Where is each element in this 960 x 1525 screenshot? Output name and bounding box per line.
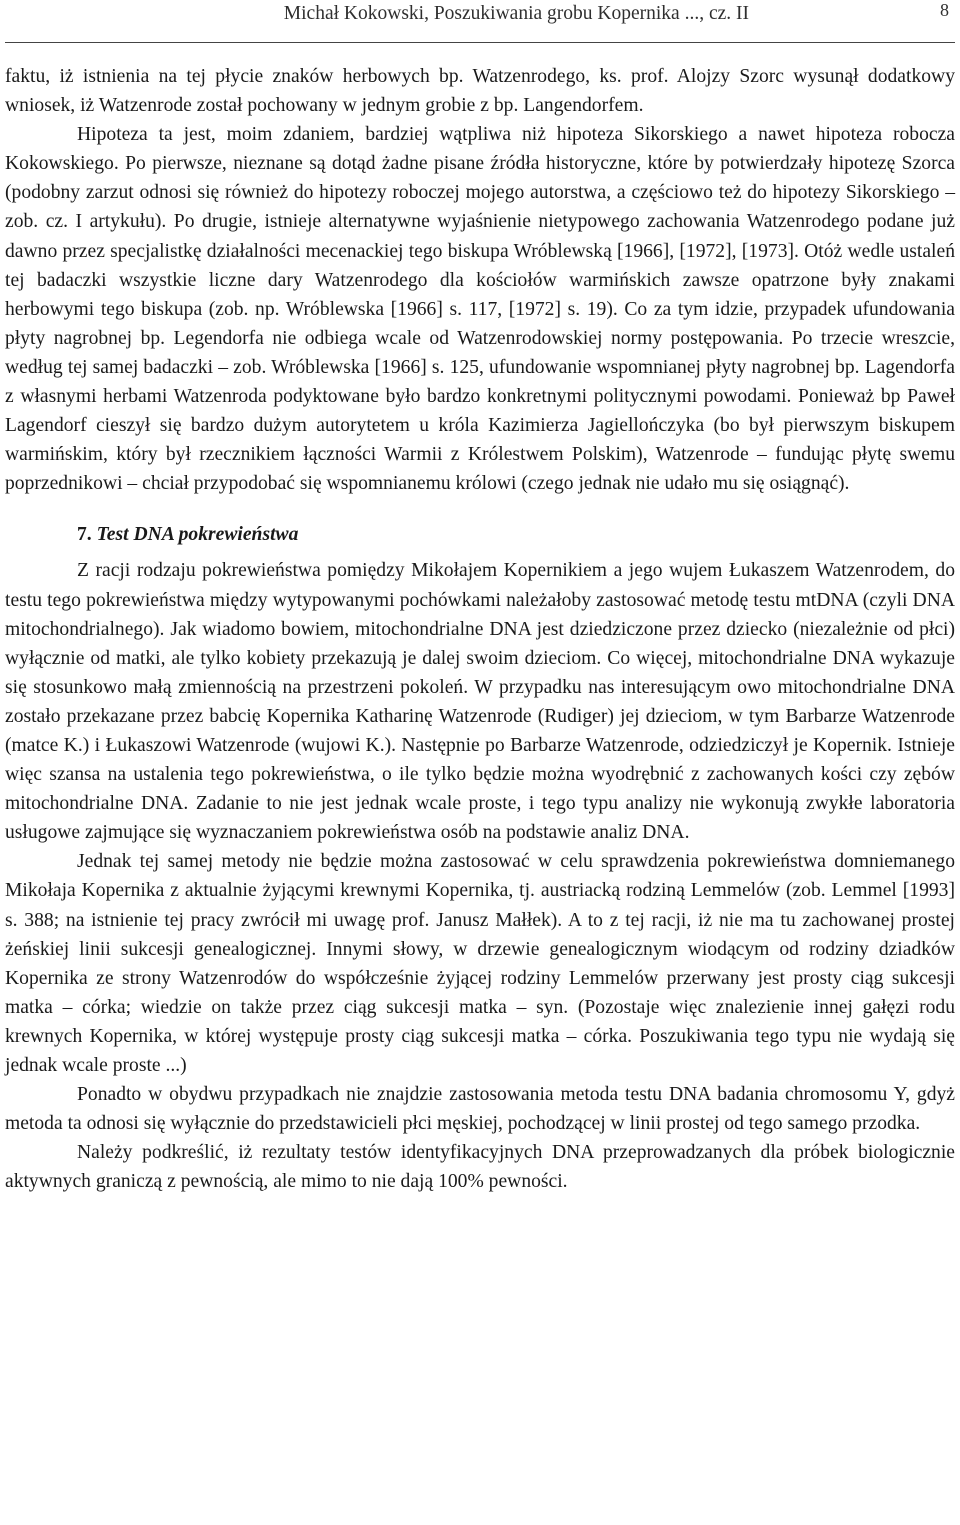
paragraph: Należy podkreślić, iż rezultaty testów identyfikacyjnych DNA przeprowadzanych dla próbek biologicznie aktywnych graniczą z pewnością, ale mimo to nie dają 100% pewności. xyxy=(5,1142,955,1193)
paragraph: Z racji rodzaju pokrewieństwa pomiędzy Mikołajem Kopernikiem a jego wujem Łukaszem Watzenrodem, do testu tego pokrewieństwa między wytypowanymi pochówkami należałoby zastosować metodę testu mtDNA (czyli DNA mitochondrialnego). Jak wiadomo bowiem, mitochondrialne DNA jest dziedziczone przez dziecko (niezależnie od płci) wyłącznie od matki, ale tylko kobiety przekazują je dalej swoim dzieciom. Co więcej, mitochondrialne DNA wykazuje się stosunkowo małą zmiennością na przestrzeni pokoleń. W przypadku nas interesującym owo mitochondrialne DNA zostało przekazane przez babcię Kopernika Katharinę Watzenrode (Rudiger) jej dzieciom, w tym Barbarze Watzenrode (matce K.) i Łukaszowi Watzenrode (wujowi K.). Następnie po Barbarze Watzenrode, odziedziczył je Kopernik. Istnieje więc szansa na ustalenia tego pokrewieństwa, o ile tylko będzie można wyodrębnić z zachowanych kości czy zębów mitochondrialne DNA. Zadanie to nie jest jednak wcale proste, i tego typu analizy nie wykonują zwykłe laboratoria usługowe zajmujące się wyznaczaniem pokrewieństwa osób na podstawie analiz DNA. xyxy=(5,560,955,844)
section-number: 7. xyxy=(77,524,92,546)
section-title: Test DNA pokrewieństwa xyxy=(96,524,299,546)
section-body xyxy=(5,556,955,1196)
page-number: 8 xyxy=(940,0,949,20)
header-rule xyxy=(5,42,955,43)
section-heading xyxy=(77,520,955,550)
paragraph: faktu, iż istnienia na tej płycie znaków herbowych bp. Watzenrodego, ks. prof. Alojzy Szorc wysunął dodatkowy wniosek, iż Watzenrode został pochowany w jednym grobie z bp. Langendorfem. xyxy=(5,66,955,117)
paragraph: Hipoteza ta jest, moim zdaniem, bardziej wątpliwa niż hipoteza Sikorskiego a nawet hipoteza robocza Kokowskiego. Po pierwsze, nieznane są dotąd żadne pisane źródła historyczne, które by potwierdzały hipotezę Szorca (podobny zarzut odnosi się również do hipotezy roboczej mojego autorstwa, a częściowo też do hipotezy Sikorskiego – zob. cz. I artykułu). Po drugie, istnieje alternatywne wyjaśnienie nietypowego zachowania Watzenrodego podane już dawno przez specjalistkę działalności mecenackiej tego biskupa Wróblewską [1966], [1972], [1973]. Otóż wedle ustaleń tej badaczki wszystkie liczne dary Watzenrodego dla kościołów warmińskich zawsze opatrzone były znakami herbowymi tego biskupa (zob. np. Wróblewska [1966] s. 117, [1972] s. 19). Co za tym idzie, przypadek ufundowania płyty nagrobnej bp. Legendorfa nie odbiega wcale od Watzenrodowskiej normy postępowania. Po trzecie wreszcie, według tej samej badaczki – zob. Wróblewska [1966] s. 125, ufundowanie wspomnianej płyty nagrobnej bp. Lagendorfa z własnymi herbami Watzenroda podyktowane było bardzo konkretnymi politycznymi powodami. Ponieważ bp Paweł Lagendorf cieszył się bardzo dużym autorytetem u króla Kazimierza Jagiellończyka (bo był pierwszym biskupem warmińskim, który był rzecznikiem łączności Warmii z Królestwem Polskim), Watzenrode – fundując płytę swemu poprzednikowi – chciał przypodobać się wspomnianemu królowi (czego jednak nie udało mu się osiągnąć). xyxy=(5,124,955,495)
paragraph: Jednak tej samej metody nie będzie można zastosować w celu sprawdzenia pokrewieństwa domniemanego Mikołaja Kopernika z aktualnie żyjącymi krewnymi Kopernika, tj. austriacką rodziną Lemmelów (zob. Lemmel [1993] s. 388; na istnienie tej pracy zwrócił mi uwagę prof. Janusz Małłek). A to z tej racji, iż nie ma tu zachowanej prostej żeńskiej linii sukcesji genealogicznej. Innymi słowy, w drzewie genealogicznym wiodącym od rodziny dziadków Kopernika ze strony Watzenrodów do współcześnie żyjącej rodziny Lemmelów przerwany jest prosty ciąg sukcesji matka – córka; wiedzie on także przez ciąg sukcesji matka – syn. (Pozostaje więc znalezienie innej gałęzi rodu krewnych Kopernika, w której występuje prosty ciąg sukcesji matka – córka. Poszukiwania tego typu nie wydają się jednak wcale proste ...) xyxy=(5,851,955,1076)
running-title: Michał Kokowski, Poszukiwania grobu Kopernika ..., cz. II xyxy=(283,3,749,24)
body-text xyxy=(5,62,955,1196)
document-page xyxy=(5,0,955,1196)
page-header xyxy=(5,0,955,43)
paragraph: Ponadto w obydwu przypadkach nie znajdzie zastosowania metoda testu DNA badania chromosomu Y, gdyż metoda ta odnosi się wyłącznie do przedstawicieli płci męskiej, pochodzącej w linii prostej od tego samego przodka. xyxy=(5,1084,955,1135)
